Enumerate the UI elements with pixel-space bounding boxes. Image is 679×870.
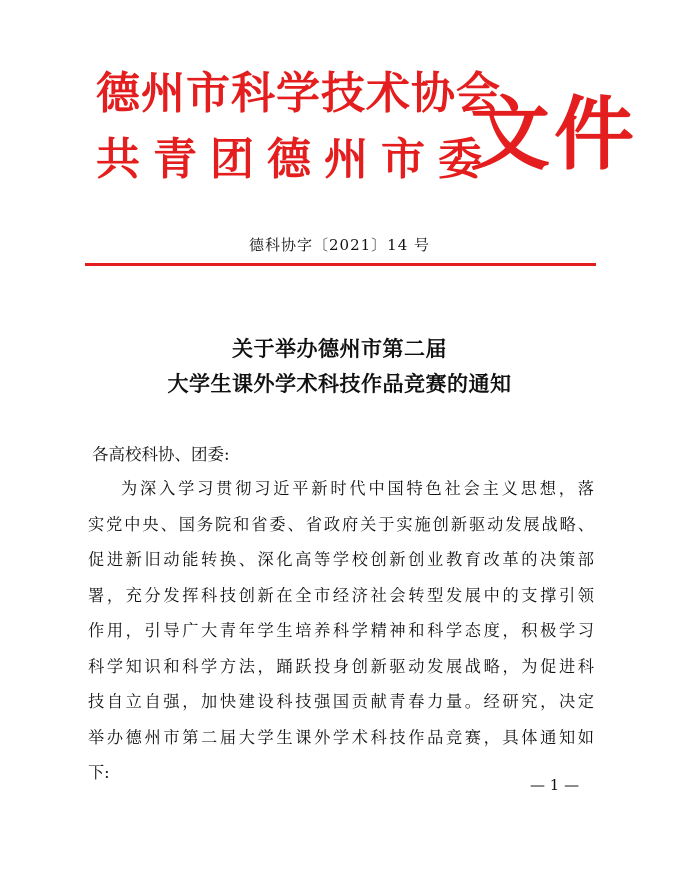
issuing-org-line-1: 德州市科学技术协会 xyxy=(96,68,501,119)
document-title-line-1: 关于举办德州市第二届 xyxy=(232,336,447,361)
issuing-org-line-2: 共青团德州市委 xyxy=(96,134,495,185)
document-type-label: 文件 xyxy=(470,87,638,181)
body-line: 举办德州市第二届大学生课外学术科技作品竞赛，具体通知如 xyxy=(88,727,594,747)
body-line: 实党中央、国务院和省委、省政府关于实施创新驱动发展战略、 xyxy=(88,514,594,534)
body-paragraph xyxy=(88,471,594,791)
body-line: 促进新旧动能转换、深化高等学校创新创业教育改革的决策部 xyxy=(88,550,594,569)
body-line: 技自立自强，加快建设科技强国贡献青春力量。经研究，决定 xyxy=(88,692,594,711)
body-line: 下: xyxy=(88,763,110,782)
salutation: 各高校科协、团委: xyxy=(92,445,230,464)
red-header-divider xyxy=(85,263,596,266)
body-line: 科学知识和科学方法，踊跃投身创新驱动发展战略，为促进科 xyxy=(88,656,594,676)
body-line: 署，充分发挥科技创新在全市经济社会转型发展中的支撑引领 xyxy=(88,585,594,605)
body-line: 作用，引导广大青年学生培养科学精神和科学态度，积极学习 xyxy=(88,621,594,640)
document-title-line-2: 大学生课外学术科技作品竞赛的通知 xyxy=(167,371,512,396)
page-number: — 1 — xyxy=(530,776,580,794)
body-line: 为深入学习贯彻习近平新时代中国特色社会主义思想，落 xyxy=(121,479,594,498)
document-number: 德科协字〔2021〕14 号 xyxy=(248,236,431,254)
